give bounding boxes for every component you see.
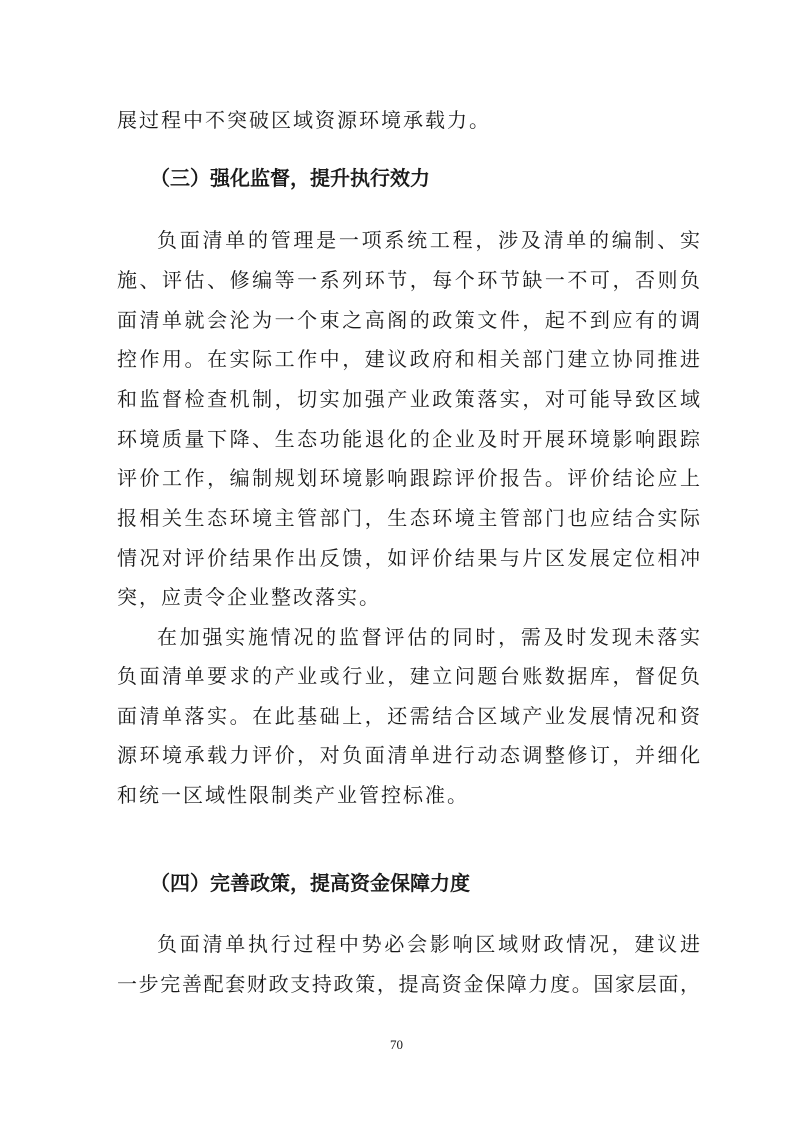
body-text-line: 施、评估、修编等一系列环节，每个环节缺一不可，否则负 — [117, 268, 700, 292]
body-text-line: 源环境承载力评价，对负面清单进行动态调整修订，并细化 — [117, 743, 700, 767]
body-text-line: 在加强实施情况的监督评估的同时，需及时发现未落实 — [157, 625, 700, 649]
body-text-line: 环境质量下降、生态功能退化的企业及时开展环境影响跟踪 — [117, 427, 700, 451]
body-text-line: 面清单落实。在此基础上，还需结合区域产业发展情况和资 — [117, 704, 700, 728]
body-text-line: 评价工作，编制规划环境影响跟踪评价报告。评价结论应上 — [117, 466, 700, 490]
section-heading-4: （四）完善政策，提高资金保障力度 — [150, 871, 470, 895]
body-text-line: 负面清单的管理是一项系统工程，涉及清单的编制、实 — [157, 228, 700, 252]
body-text-line: 控作用。在实际工作中，建议政府和相关部门建立协同推进 — [117, 347, 700, 371]
body-text-line: 面清单就会沦为一个束之高阁的政策文件，起不到应有的调 — [117, 308, 700, 332]
body-text-line: 负面清单执行过程中势必会影响区域财政情况，建议进 — [157, 932, 700, 956]
body-text-line: 报相关生态环境主管部门，生态环境主管部门也应结合实际 — [117, 506, 700, 530]
body-text-line: 情况对评价结果作出反馈，如评价结果与片区发展定位相冲 — [117, 546, 700, 570]
body-text-line: 负面清单要求的产业或行业，建立问题台账数据库，督促负 — [117, 664, 700, 688]
page-number: 70 — [390, 1037, 403, 1052]
body-text-line: 展过程中不突破区域资源环境承载力。 — [117, 108, 491, 132]
body-text-line: 和统一区域性限制类产业管控标准。 — [117, 783, 469, 807]
body-text-line: 和监督检查机制，切实加强产业政策落实，对可能导致区域 — [117, 387, 700, 411]
body-text-line: 一步完善配套财政支持政策，提高资金保障力度。国家层面， — [117, 972, 700, 996]
body-text-line: 突，应责令企业整改落实。 — [117, 585, 381, 609]
section-heading-3: （三）强化监督，提升执行效力 — [150, 166, 430, 190]
